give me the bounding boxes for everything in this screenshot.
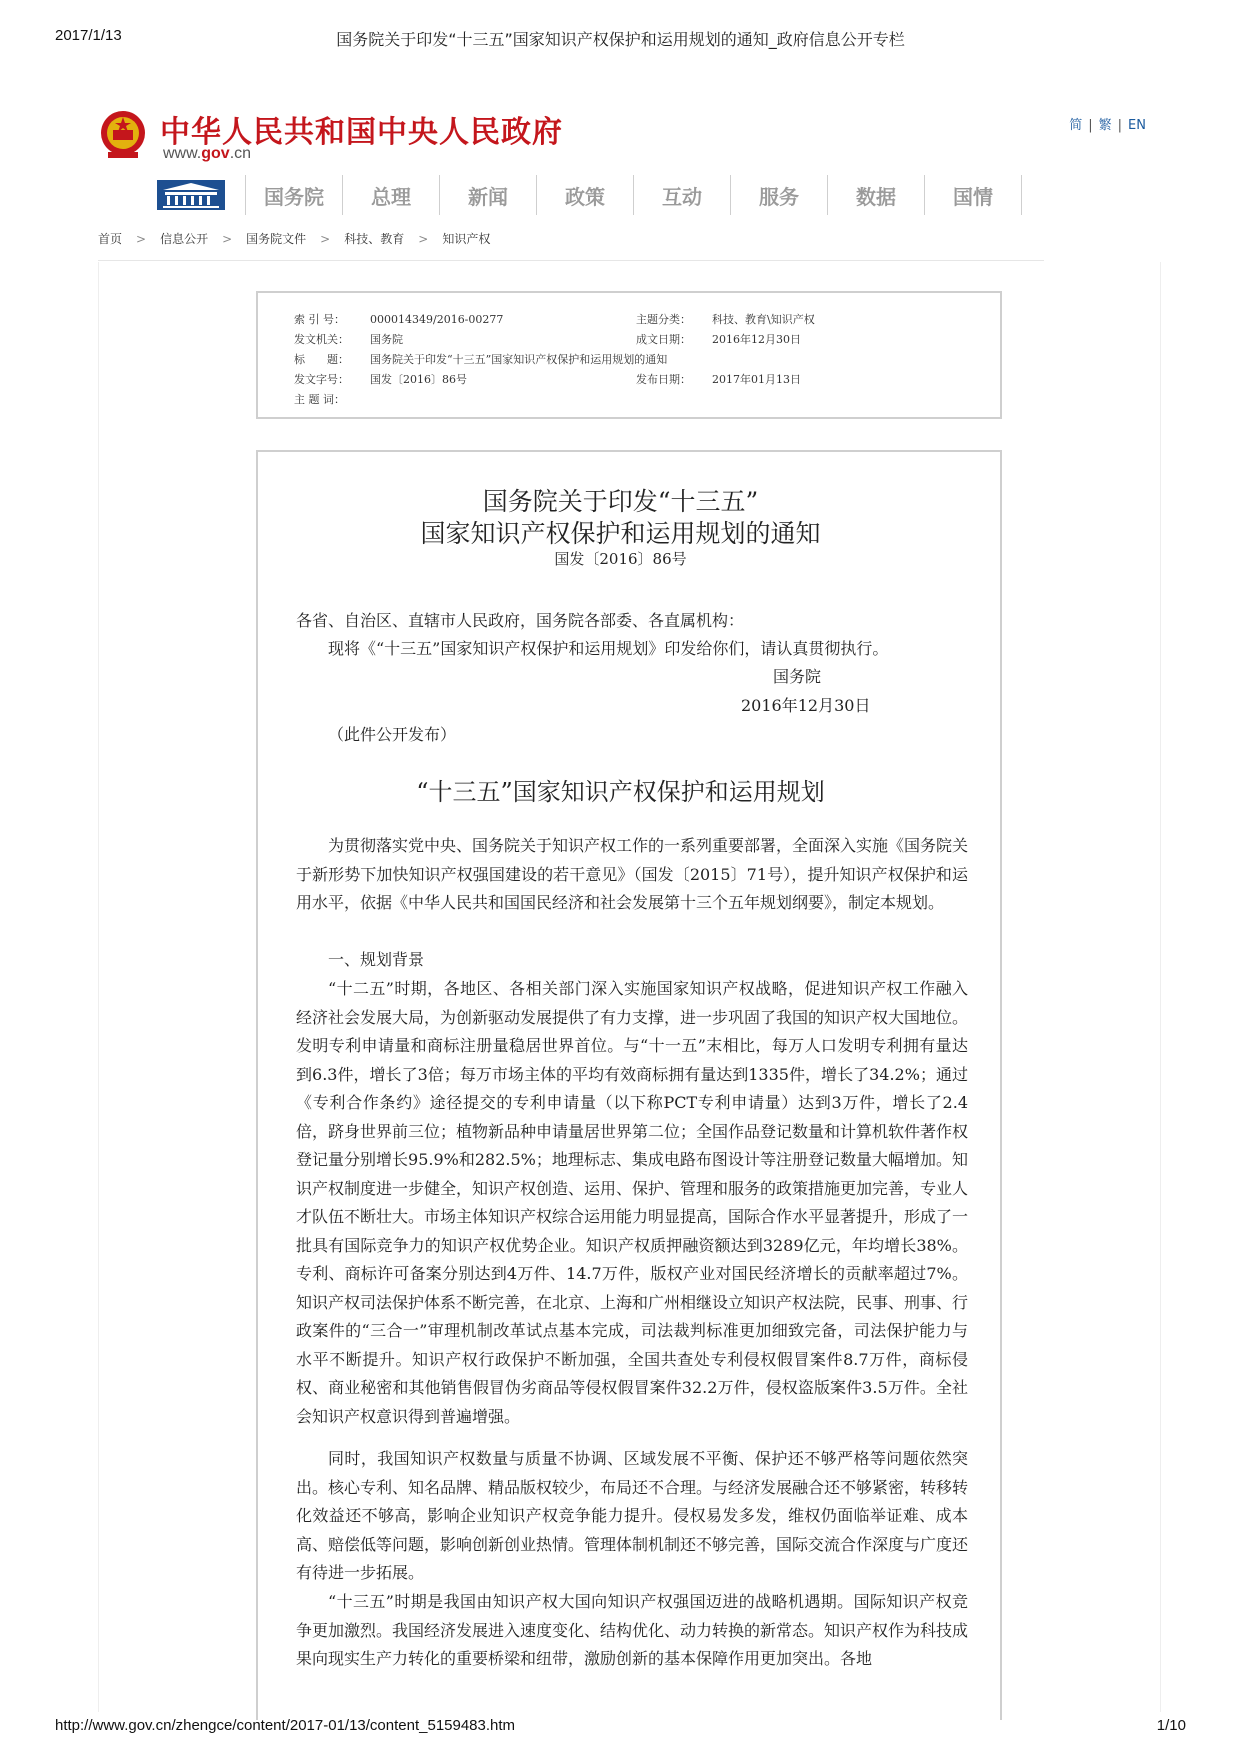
document-title-line-1: 国务院关于印发“十三五” — [482, 487, 759, 516]
breadcrumb-science-education[interactable]: 科技、教育 — [344, 232, 405, 246]
lang-simplified-link[interactable]: 简 — [1069, 118, 1083, 133]
breadcrumb-divider — [98, 260, 1044, 261]
document-addressee: 各省、自治区、直辖市人民政府，国务院各部委、各直属机构： — [296, 611, 745, 630]
section-heading-background: 一、规划背景 — [328, 950, 425, 969]
nav-item-services[interactable]: 服务 — [730, 175, 827, 215]
meta-issuer-label: 发文机关： — [294, 333, 349, 346]
meta-category-value: 科技、教育\知识产权 — [712, 313, 815, 326]
nav-item-news[interactable]: 新闻 — [439, 175, 536, 215]
meta-title — [294, 351, 667, 367]
meta-index-label: 索 引 号： — [294, 313, 345, 326]
meta-published-value: 2017年01月13日 — [712, 373, 801, 386]
lang-english-link[interactable]: EN — [1128, 118, 1146, 133]
meta-title-label: 标 题： — [294, 353, 349, 366]
document-metadata-box — [256, 291, 1002, 419]
document-sign-date: 2016年12月30日 — [741, 696, 871, 715]
meta-issuer-value: 国务院 — [370, 333, 403, 346]
paragraph-opportunity: “十三五”时期是我国由知识产权大国向知识产权强国迈进的战略机遇期。国际知识产权竞争更加激烈。我国经济发展进入速度变化、结构优化、动力转换的新常态。知识产权作为科技成果向现实生产力转化的重要桥梁和纽带，激励创新的基本保障作用更加突出。各地 — [296, 1592, 969, 1668]
paragraph-intro: 为贯彻落实党中央、国务院关于知识产权工作的一系列重要部署，全面深入实施《国务院关于新形势下加快知识产权强国建设的若干意见》（国发〔2015〕71号），提升知识产权保护和运用水平，依据《中华人民共和国国民经济和社会发展第十三个五年规划纲要》，制定本规划。 — [296, 836, 969, 912]
meta-created-label: 成文日期： — [636, 333, 691, 346]
lang-separator: | — [1117, 118, 1123, 133]
print-page-number: 1/10 — [1156, 1717, 1186, 1734]
paragraph-achievements: “十二五”时期，各地区、各相关部门深入实施国家知识产权战略，促进知识产权工作融入经济社会发展大局，为创新驱动发展提供了有力支撑，进一步巩固了我国的知识产权大国地位。发明专利申请量和商标注册量稳居世界首位。与“十一五”末相比，每万人口发明专利拥有量达到6.3件，增长了3倍；每万市场主体的平均有效商标拥有量达到1335件，增长了34.2%；通过《专利合作条约》途径提交的专利申请量（以下称PCT专利申请量）达到3万件，增长了2.4倍，跻身世界前三位；植物新品种申请量居世界第二位；全国作品登记数量和计算机软件著作权登记量分别增长95.9%和282.5%；地理标志、集成电路布图设计等注册登记数量大幅增加。知识产权制度进一步健全，知识产权创造、运用、保护、管理和服务的政策措施更加完善，专业人才队伍不断壮大。市场主体知识产权综合运用能力明显提高，国际合作水平显著提升，形成了一批具有国际竞争力的知识产权优势企业。知识产权质押融资额达到3289亿元，年均增长38%。专利、商标许可备案分别达到4万件、14.7万件，版权产业对国民经济增长的贡献率超过7%。知识产权司法保护体系不断完善，在北京、上海和广州相继设立知识产权法院，民事、刑事、行政案件的“三合一”审理机制改革试点基本完成，司法裁判标准更加细致完备，司法保护能力与水平不断提升。知识产权行政保护不断加强，全国共查处专利侵权假冒案件8.7万件，商标侵权、商业秘密和其他销售假冒伪劣商品等侵权假冒案件32.2万件，侵权盗版案件3.5万件。全社会知识产权意识得到普遍增强。 — [296, 979, 969, 1426]
nav-item-state-council[interactable]: 国务院 — [245, 175, 342, 215]
great-hall-logo-icon[interactable] — [157, 180, 225, 210]
content-right-border — [1160, 262, 1161, 1712]
document-public-note: （此件公开发布） — [328, 725, 457, 744]
breadcrumb-separator: > — [320, 232, 331, 246]
main-nav — [157, 175, 1022, 215]
paragraph-problems: 同时，我国知识产权数量与质量不协调、区域发展不平衡、保护还不够严格等问题依然突出。核心专利、知名品牌、精品版权较少，布局还不合理。与经济发展融合还不够紧密，转移转化效益还不够高，影响企业知识产权竞争能力提升。侵权易发多发，维权仍面临举证难、成本高、赔偿低等问题，影响创新创业热情。管理体制机制还不够完善，国际交流合作深度与广度还有待进一步拓展。 — [296, 1449, 969, 1582]
meta-title-value: 国务院关于印发“十三五”国家知识产权保护和运用规划的通知 — [370, 353, 668, 366]
lang-separator: | — [1088, 118, 1093, 133]
national-emblem-icon[interactable] — [98, 108, 148, 162]
print-footer-url: http://www.gov.cn/zhengce/content/2017-01/13/content_5159483.htm — [55, 1717, 516, 1734]
meta-issuer — [294, 331, 403, 347]
print-date: 2017/1/13 — [55, 27, 122, 44]
meta-index-value: 000014349/2016-00277 — [370, 313, 504, 326]
nav-item-data[interactable]: 数据 — [827, 175, 924, 215]
meta-category-label: 主题分类： — [636, 313, 691, 326]
language-switcher — [1066, 114, 1149, 133]
site-name[interactable]: 中华人民共和国中央人民政府 — [160, 115, 563, 150]
meta-created-value: 2016年12月30日 — [712, 333, 801, 346]
breadcrumb-separator: > — [418, 232, 429, 246]
domain-suffix: .cn — [229, 145, 252, 162]
print-page-title: 国务院关于印发“十三五”国家知识产权保护和运用规划的通知_政府信息公开专栏 — [336, 30, 905, 49]
meta-keywords-label: 主 题 词： — [294, 393, 345, 406]
meta-docno-value: 国发〔2016〕86号 — [370, 373, 467, 386]
meta-category — [636, 311, 815, 327]
nav-item-policies[interactable]: 政策 — [536, 175, 633, 215]
nav-item-interaction[interactable]: 互动 — [633, 175, 730, 215]
breadcrumb-state-council-docs[interactable]: 国务院文件 — [246, 232, 307, 246]
lang-traditional-link[interactable]: 繁 — [1098, 118, 1112, 133]
document-signer: 国务院 — [773, 667, 822, 686]
nav-item-premier[interactable]: 总理 — [342, 175, 439, 215]
breadcrumb-info-disclosure[interactable]: 信息公开 — [160, 232, 209, 246]
meta-keywords — [294, 391, 370, 407]
breadcrumb — [98, 230, 490, 247]
meta-docno — [294, 371, 467, 387]
document-number: 国发〔2016〕86号 — [554, 550, 687, 568]
domain-prefix: www. — [163, 145, 202, 162]
meta-published-label: 发布日期： — [636, 373, 691, 386]
breadcrumb-separator: > — [136, 232, 147, 246]
domain-gov: gov — [201, 145, 230, 162]
document-instruction: 现将《“十三五”国家知识产权保护和运用规划》印发给你们，请认真贯彻执行。 — [328, 639, 889, 658]
meta-published — [636, 371, 801, 387]
nav-item-national-profile[interactable]: 国情 — [924, 175, 1022, 215]
breadcrumb-home[interactable]: 首页 — [98, 232, 123, 246]
breadcrumb-ip[interactable]: 知识产权 — [442, 232, 491, 246]
content-left-border — [98, 262, 99, 1712]
meta-created — [636, 331, 801, 347]
document-title-line-2: 国家知识产权保护和运用规划的通知 — [420, 519, 821, 548]
breadcrumb-separator: > — [222, 232, 233, 246]
meta-docno-label: 发文字号： — [294, 373, 349, 386]
plan-title: “十三五”国家知识产权保护和运用规划 — [416, 778, 825, 806]
site-domain — [163, 145, 251, 163]
meta-index — [294, 311, 503, 327]
